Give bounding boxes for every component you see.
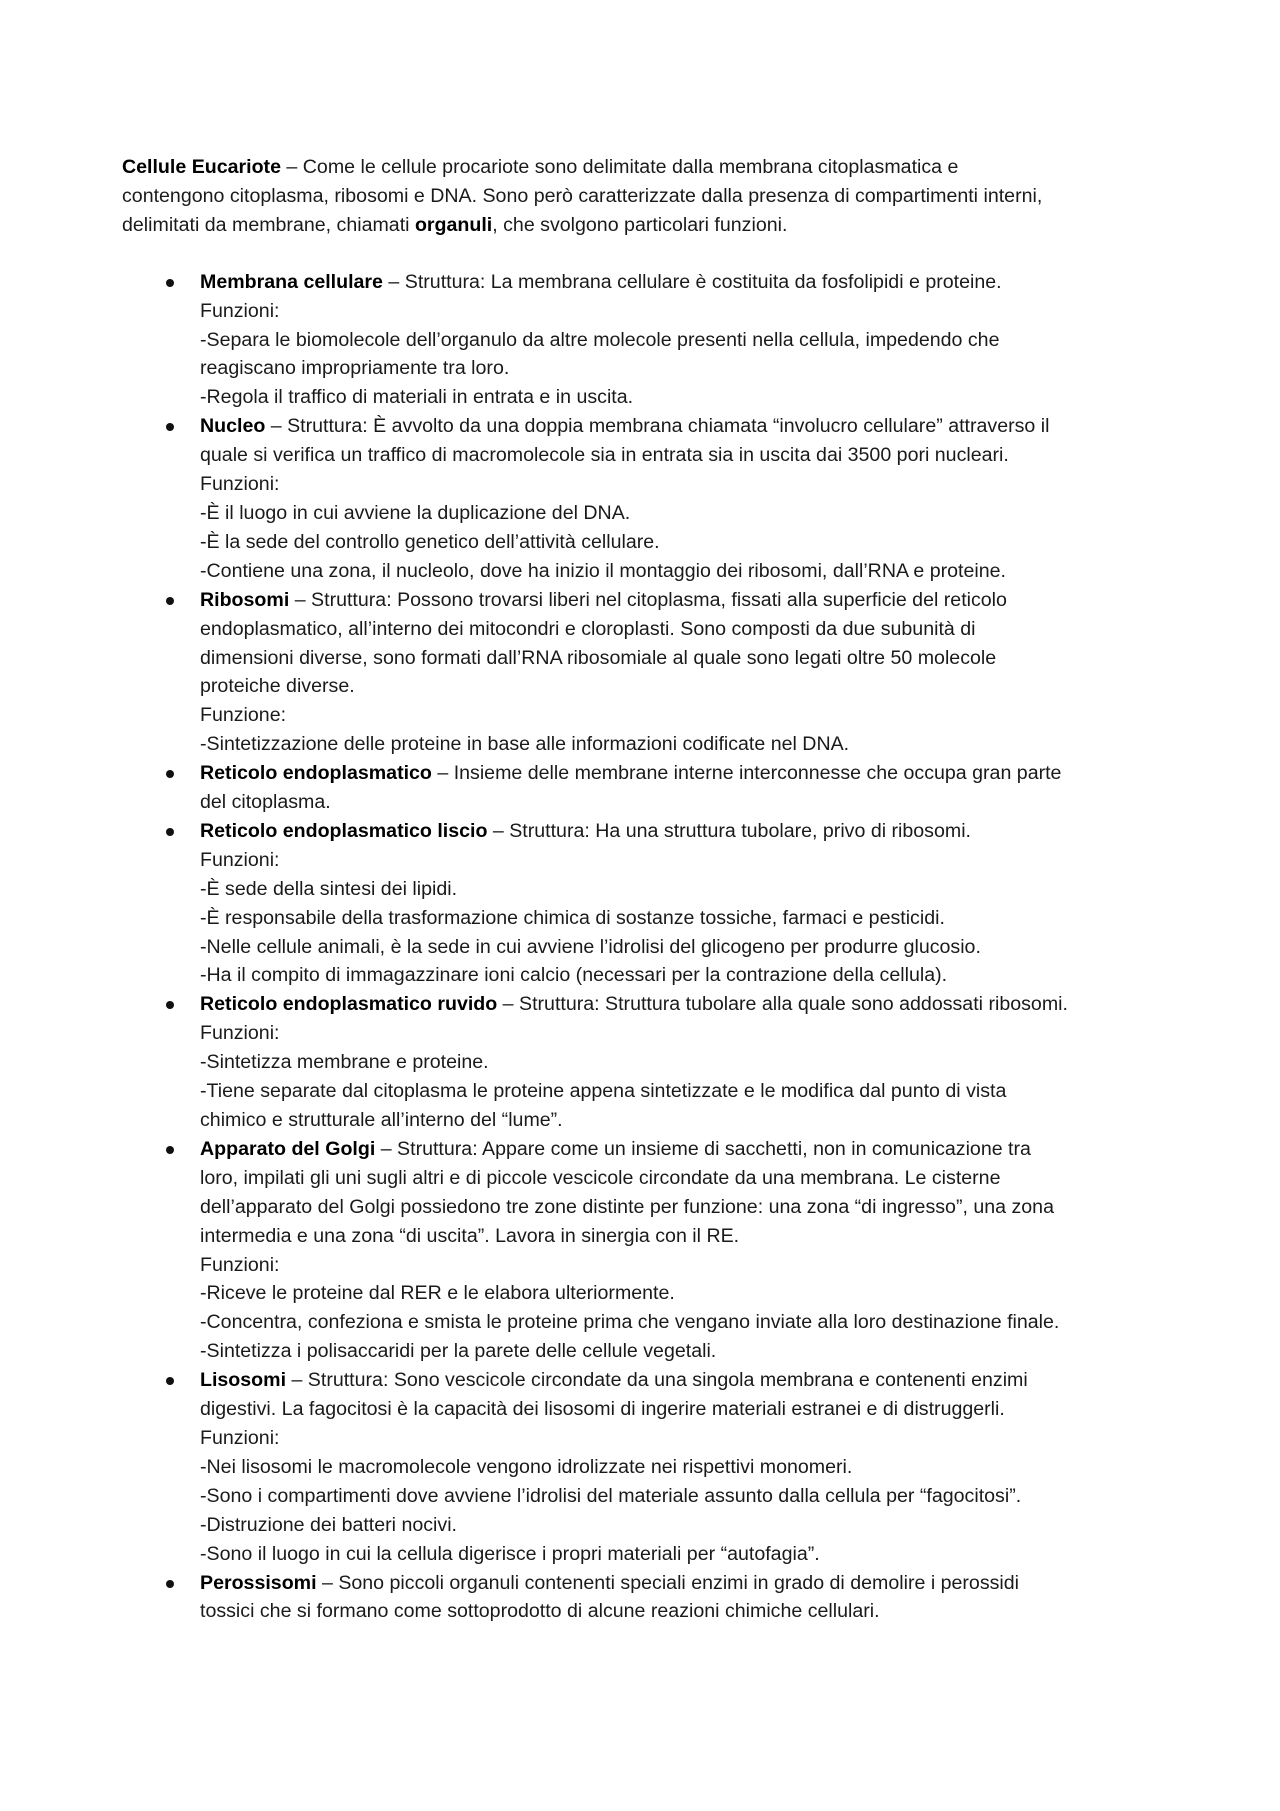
intro-text: delimitati da membrane, chiamati	[122, 213, 415, 236]
item-line: Funzioni:	[200, 1022, 280, 1045]
item-text: – Insieme delle membrane interne interconnesse che occupa gran parte	[431, 762, 1062, 785]
list-item	[122, 1366, 1162, 1568]
item-first-line	[200, 817, 1162, 846]
item-line: -Sono il luogo in cui la cellula digerisce i propri materiali per “autofagia”.	[200, 1542, 820, 1565]
item-line: -Distruzione dei batteri nocivi.	[200, 1513, 458, 1536]
item-first-line	[200, 1135, 1162, 1164]
intro-line	[122, 153, 1162, 182]
item-line: quale si verifica un traffico di macromolecole sia in entrata sia in uscita dai 3500 pori nucleari.	[200, 444, 1009, 467]
intro-separator: –	[280, 156, 303, 178]
organelle-list	[122, 268, 1162, 1627]
bullet-dot-icon	[166, 770, 174, 778]
intro-paragraph	[122, 153, 1162, 240]
item-line: dell’apparato del Golgi possiedono tre zone distinte per funzione: una zona “di ingresso”, una zona	[200, 1195, 1054, 1218]
item-first-line	[200, 759, 1162, 788]
intro-line	[122, 211, 1162, 240]
item-term: Reticolo endoplasmatico	[200, 762, 432, 785]
bullet-dot-icon	[166, 1580, 174, 1588]
item-line: intermedia e una zona “di uscita”. Lavora in sinergia con il RE.	[200, 1224, 740, 1247]
item-text: – Struttura: Ha una struttura tubolare, privo di ribosomi.	[487, 819, 971, 842]
item-text: – Struttura: Possono trovarsi liberi nel citoplasma, fissati alla superficie del reticolo	[289, 588, 1007, 611]
item-line: -È la sede del controllo genetico dell’attività cellulare.	[200, 530, 660, 553]
item-line: chimico e strutturale all’interno del “lume”.	[200, 1109, 563, 1131]
item-term: Ribosomi	[200, 588, 290, 611]
list-item	[122, 817, 1162, 990]
list-item	[122, 268, 1162, 413]
item-first-line	[200, 1366, 1162, 1395]
item-line: proteiche diverse.	[200, 675, 355, 698]
item-first-line	[200, 268, 1162, 297]
item-term: Apparato del Golgi	[200, 1137, 376, 1160]
item-line: dimensioni diverse, sono formati dall’RNA ribosomiale al quale sono legati oltre 50 molecole	[200, 646, 997, 669]
item-line: Funzioni:	[200, 299, 280, 322]
document-content	[122, 153, 1162, 1626]
item-line: -Nei lisosomi le macromolecole vengono idrolizzate nei rispettivi monomeri.	[200, 1455, 853, 1478]
item-line: Funzioni:	[200, 1426, 280, 1449]
item-term: Reticolo endoplasmatico ruvido	[200, 993, 498, 1016]
item-line: -Regola il traffico di materiali in entrata e in uscita.	[200, 386, 634, 409]
item-first-line	[200, 586, 1162, 615]
intro-text: Come le cellule procariote sono delimitate dalla membrana citoplasmatica e	[302, 156, 959, 178]
item-line: digestivi. La fagocitosi è la capacità dei lisosomi di ingerire materiali estranei e di distruggerli.	[200, 1398, 1005, 1421]
item-line: reagiscano impropriamente tra loro.	[200, 357, 510, 380]
item-text: – Struttura: Appare come un insieme di sacchetti, non in comunicazione tra	[375, 1137, 1031, 1160]
list-item	[122, 586, 1162, 759]
item-line: -È sede della sintesi dei lipidi.	[200, 877, 458, 900]
item-text: – Struttura: È avvolto da una doppia membrana chiamata “involucro cellulare” attraverso il	[265, 415, 1050, 438]
bullet-dot-icon	[166, 1377, 174, 1385]
item-term: Reticolo endoplasmatico liscio	[200, 819, 488, 842]
item-term: Nucleo	[200, 415, 266, 438]
item-line: endoplasmatico, all’interno dei mitocondri e cloroplasti. Sono composti da due subunità di	[200, 617, 976, 640]
intro-bold-term: organuli	[414, 213, 493, 236]
item-first-line	[200, 412, 1162, 441]
item-line: del citoplasma.	[200, 791, 331, 814]
item-line: -Tiene separate dal citoplasma le proteine appena sintetizzate e le modifica dal punto di vista	[200, 1080, 1007, 1103]
item-line: -Sintetizza membrane e proteine.	[200, 1051, 489, 1074]
item-line: tossici che si formano come sottoprodotto di alcune reazioni chimiche cellulari.	[200, 1600, 880, 1623]
item-line: -Riceve le proteine dal RER e le elabora ulteriormente.	[200, 1282, 675, 1305]
item-text: – Struttura: Sono vescicole circondate da una singola membrana e contenenti enzimi	[286, 1369, 1028, 1392]
item-line: -Nelle cellule animali, è la sede in cui avviene l’idrolisi del glicogeno per produrre glucosio.	[200, 935, 981, 958]
item-line: -È responsabile della trasformazione chimica di sostanze tossiche, farmaci e pesticidi.	[200, 906, 945, 929]
item-first-line	[200, 1569, 1162, 1598]
item-text: – Sono piccoli organuli contenenti speciali enzimi in grado di demolire i perossidi	[316, 1571, 1020, 1594]
item-term: Perossisomi	[200, 1571, 317, 1594]
item-line: Funzione:	[200, 704, 287, 727]
list-item	[122, 759, 1162, 817]
list-item	[122, 1569, 1162, 1627]
item-line: -Separa le biomolecole dell’organulo da altre molecole presenti nella cellula, impedendo che	[200, 328, 1000, 351]
list-item	[122, 990, 1162, 1135]
intro-title: Cellule Eucariote	[122, 156, 281, 178]
item-line: -Concentra, confeziona e smista le proteine prima che vengano inviate alla loro destinazione finale.	[200, 1311, 1060, 1334]
item-line: -Ha il compito di immagazzinare ioni calcio (necessari per la contrazione della cellula).	[200, 964, 948, 987]
bullet-dot-icon	[166, 423, 174, 431]
bullet-dot-icon	[166, 828, 174, 836]
list-item	[122, 412, 1162, 585]
item-line: -Sintetizzazione delle proteine in base alle informazioni codificate nel DNA.	[200, 733, 850, 756]
item-line: Funzioni:	[200, 473, 280, 496]
bullet-dot-icon	[166, 279, 174, 287]
item-text: – Struttura: Struttura tubolare alla quale sono addossati ribosomi.	[497, 993, 1068, 1016]
item-line: -Sono i compartimenti dove avviene l’idrolisi del materiale assunto dalla cellula per “fagocitosi”.	[200, 1484, 1022, 1507]
item-line: Funzioni:	[200, 1253, 280, 1276]
item-term: Membrana cellulare	[200, 270, 383, 293]
bullet-dot-icon	[166, 1146, 174, 1154]
item-line: loro, impilati gli uni sugli altri e di piccole vescicole circondate da una membrana. Le cisterne	[200, 1166, 1001, 1189]
bullet-dot-icon	[166, 597, 174, 605]
item-line: -Contiene una zona, il nucleolo, dove ha inizio il montaggio dei ribosomi, dall’RNA e proteine.	[200, 559, 1006, 582]
intro-line: contengono citoplasma, ribosomi e DNA. Sono però caratterizzate dalla presenza di compartimenti interni,	[122, 184, 1043, 207]
item-line: -Sintetizza i polisaccaridi per la parete delle cellule vegetali.	[200, 1340, 717, 1363]
bullet-dot-icon	[166, 1001, 174, 1009]
item-text: – Struttura: La membrana cellulare è costituita da fosfolipidi e proteine.	[382, 270, 1002, 293]
item-line: Funzioni:	[200, 848, 280, 871]
item-first-line	[200, 990, 1162, 1019]
intro-text: , che svolgono particolari funzioni.	[492, 213, 788, 236]
item-term: Lisosomi	[200, 1369, 287, 1392]
item-line: -È il luogo in cui avviene la duplicazione del DNA.	[200, 501, 631, 524]
list-item	[122, 1135, 1162, 1366]
